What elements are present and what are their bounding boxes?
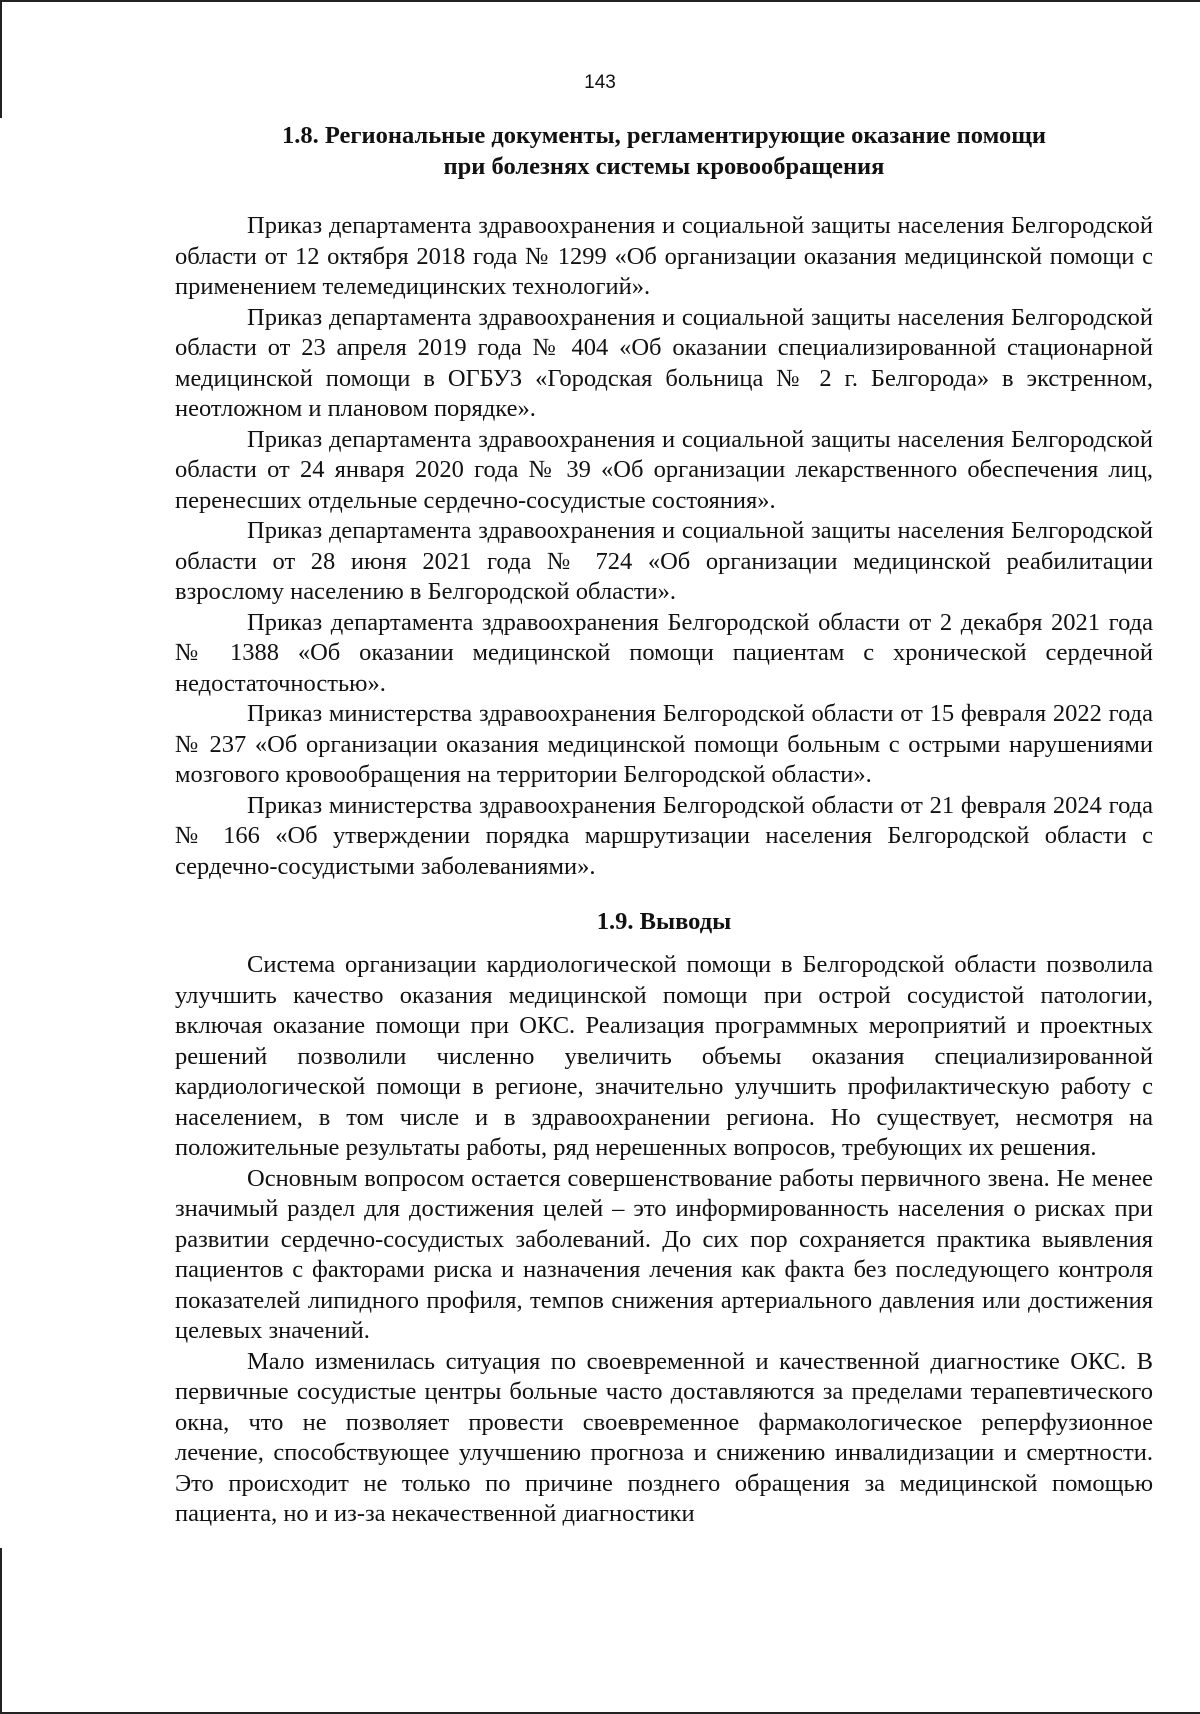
order-paragraph: Приказ департамента здравоохранения и социальной защиты населения Белгородской области от 23 апреля 2019 года № 404 «Об оказании специализированной стационарной медицинской помощи в ОГБУЗ «Городская больница № 2 г. Белгорода» в экстренном, неотложном и плановом порядке». bbox=[175, 303, 1153, 422]
page-number: 143 bbox=[584, 72, 616, 93]
scan-edge-top bbox=[0, 0, 1200, 2]
section-heading-1-8-line1: 1.8. Региональные документы, регламентирующие оказание помощи bbox=[281, 122, 1046, 149]
order-paragraph: Приказ министерства здравоохранения Белгородской области от 21 февраля 2024 года № 166 «Об утверждении порядка маршрутизации населения Белгородской области с сердечно-сосудистыми заболеваниями». bbox=[175, 791, 1153, 880]
order-paragraph: Приказ департамента здравоохранения и социальной защиты населения Белгородской области от 28 июня 2021 года № 724 «Об организации медицинской реабилитации взрослому населению в Белгородской области». bbox=[175, 517, 1153, 605]
section-heading-1-8 bbox=[175, 120, 1153, 182]
order-paragraph: Приказ департамента здравоохранения Белгородской области от 2 декабря 2021 года № 1388 «Об оказании медицинской помощи пациентам с хронической сердечной недостаточностью». bbox=[175, 608, 1153, 697]
order-paragraph: Приказ министерства здравоохранения Белгородской области от 15 февраля 2022 года № 237 «Об организации оказания медицинской помощи больным с острыми нарушениями мозгового кровообращения на территории Белгородской области». bbox=[175, 700, 1153, 788]
document-body bbox=[175, 120, 1153, 1530]
scan-edge-left bbox=[0, 0, 2, 118]
conclusion-paragraph: Мало изменилась ситуация по своевременной и качественной диагностике ОКС. В первичные сосудистые центры больные часто доставляются за пределами терапевтического окна, что не позволяет провести своевременное фармакологическое реперфузионное лечение, способствующее улучшению прогноза и снижению инвалидизации и смертности. Это происходит не только по причине позднего обращения за медицинской помощью пациента, но и из-за некачественной диагностики bbox=[175, 1347, 1153, 1527]
order-paragraph: Приказ департамента здравоохранения и социальной защиты населения Белгородской области от 24 января 2020 года № 39 «Об организации лекарственного обеспечения лиц, перенесших отдельные сердечно-сосудистые состояния». bbox=[175, 425, 1153, 514]
section-heading-1-8-line2: при болезнях системы кровообращения bbox=[443, 153, 885, 180]
conclusion-paragraph: Система организации кардиологической помощи в Белгородской области позволила улучшить качество оказания медицинской помощи при острой сосудистой патологии, включая оказание помощи при ОКС. Реализация программных мероприятий и проектных решений позволили численно увеличить объемы оказания специализированной кардиологической помощи в регионе, значительно улучшить профилактическую работу с населением, в том числе и в здравоохранении региона. Но существует, несмотря на положительные результаты работы, ряд нерешенных вопросов, требующих их решения. bbox=[175, 951, 1153, 1161]
conclusion-paragraph: Основным вопросом остается совершенствование работы первичного звена. Не менее значимый раздел для достижения целей – это информированность населения о рисках при развитии сердечно-сосудистых заболеваний. До сих пор сохраняется практика выявления пациентов с факторами риска и назначения лечения как факта без последующего контроля показателей липидного профиля, темпов снижения артериального давления или достижения целевых значений. bbox=[175, 1164, 1153, 1344]
order-paragraph: Приказ департамента здравоохранения и социальной защиты населения Белгородской области от 12 октября 2018 года № 1299 «Об организации оказания медицинской помощи с применением телемедицинских технологий». bbox=[175, 212, 1153, 300]
section-heading-1-9: 1.9. Выводы bbox=[596, 908, 732, 935]
scan-edge-left-lower bbox=[0, 1548, 2, 1714]
